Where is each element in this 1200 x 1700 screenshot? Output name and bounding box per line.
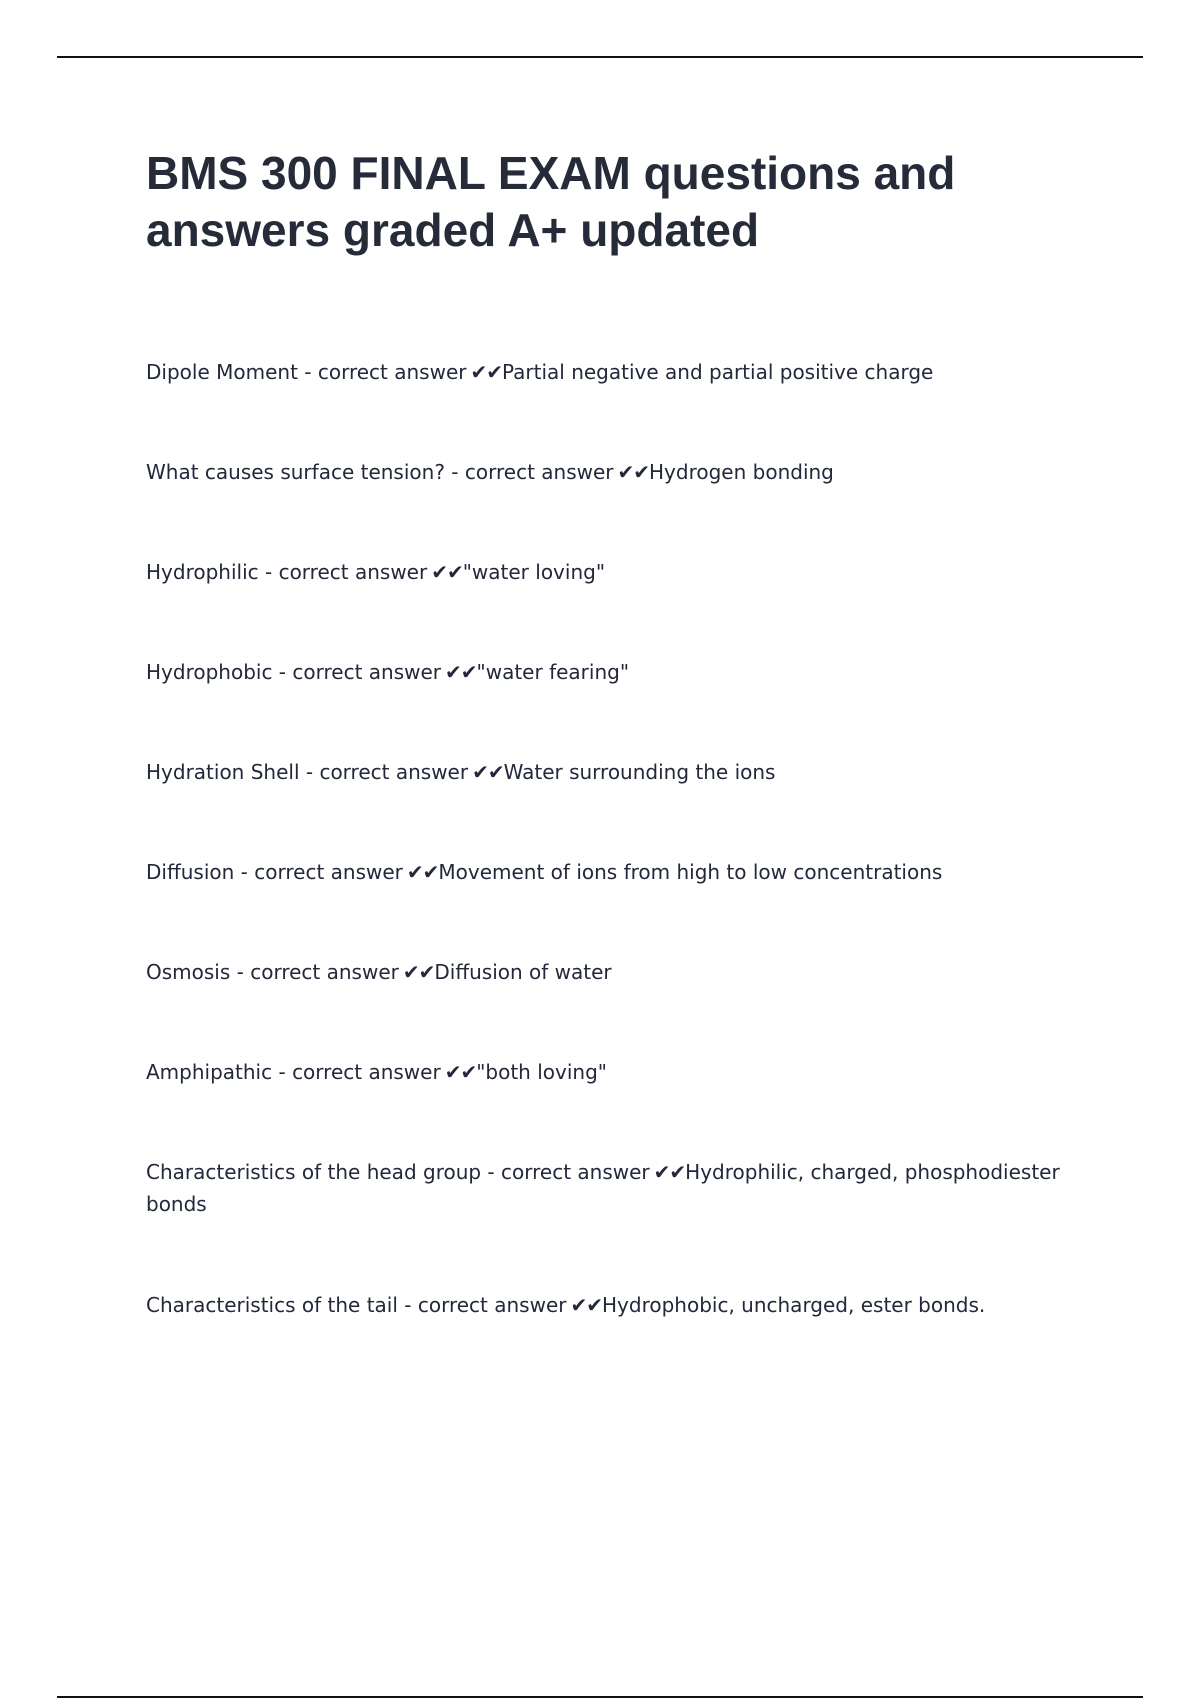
qa-term: Characteristics of the tail xyxy=(146,1293,398,1317)
answer-marker: correct answer xyxy=(292,1060,441,1084)
qa-term: Hydrophilic xyxy=(146,560,259,584)
answer-marker: correct answer xyxy=(501,1160,650,1184)
double-check-icon: ✔✔ xyxy=(470,360,502,384)
bottom-rule xyxy=(57,1696,1143,1698)
double-check-icon: ✔✔ xyxy=(444,1060,477,1084)
top-rule xyxy=(57,56,1143,58)
double-check-icon: ✔✔ xyxy=(570,1293,602,1317)
answer-marker: correct answer xyxy=(292,660,442,684)
qa-answer: Partial negative and partial positive charge xyxy=(501,360,934,384)
qa-list xyxy=(146,356,1076,1389)
qa-term: Hydrophobic xyxy=(146,660,273,684)
answer-marker: correct answer xyxy=(319,760,469,784)
qa-answer: Hydrogen bonding xyxy=(649,460,834,484)
answer-marker: correct answer xyxy=(464,460,614,484)
answer-marker: correct answer xyxy=(250,960,399,984)
double-check-icon: ✔✔ xyxy=(406,860,439,884)
answer-marker: correct answer xyxy=(278,560,428,584)
qa-item: Osmosis - correct answer ✔✔Diffusion of water xyxy=(146,956,1076,1056)
qa-answer: "both loving" xyxy=(476,1060,607,1084)
qa-item: Amphipathic - correct answer ✔✔"both loving" xyxy=(146,1056,1076,1156)
qa-item: Hydration Shell - correct answer ✔✔Water surrounding the ions xyxy=(146,756,1076,856)
qa-term: Hydration Shell xyxy=(146,760,300,784)
qa-answer: Movement of ions from high to low concentrations xyxy=(438,860,943,884)
qa-item: Characteristics of the head group - correct answer ✔✔Hydrophilic, charged, phosphodiester bonds xyxy=(146,1156,1076,1289)
qa-item: What causes surface tension? - correct answer ✔✔Hydrogen bonding xyxy=(146,456,1076,556)
double-check-icon: ✔✔ xyxy=(653,1160,686,1184)
qa-term: Characteristics of the head group xyxy=(146,1160,482,1184)
qa-answer: Diffusion of water xyxy=(434,960,612,984)
qa-answer: Water surrounding the ions xyxy=(503,760,776,784)
qa-answer: Hydrophobic, uncharged, ester bonds. xyxy=(602,1293,986,1317)
answer-marker: correct answer xyxy=(417,1293,567,1317)
double-check-icon: ✔✔ xyxy=(445,660,477,684)
answer-marker: correct answer xyxy=(254,860,403,884)
qa-term: Dipole Moment xyxy=(146,360,298,384)
qa-item: Diffusion - correct answer ✔✔Movement of ions from high to low concentrations xyxy=(146,856,1076,956)
qa-item: Hydrophobic - correct answer ✔✔"water fearing" xyxy=(146,656,1076,756)
double-check-icon: ✔✔ xyxy=(617,460,650,484)
qa-answer: Hydrophilic, charged, phosphodiester bonds xyxy=(146,1160,1060,1216)
qa-answer: "water loving" xyxy=(462,560,606,584)
page-title: BMS 300 FINAL EXAM questions and answers graded A+ updated xyxy=(146,147,956,256)
qa-term: Osmosis xyxy=(146,960,231,984)
double-check-icon: ✔✔ xyxy=(431,560,463,584)
qa-item: Characteristics of the tail - correct answer ✔✔Hydrophobic, uncharged, ester bonds. xyxy=(146,1289,1076,1389)
double-check-icon: ✔✔ xyxy=(472,760,504,784)
qa-term: Amphipathic xyxy=(146,1060,273,1084)
qa-term: Diffusion xyxy=(146,860,235,884)
qa-answer: "water fearing" xyxy=(476,660,630,684)
answer-marker: correct answer xyxy=(317,360,467,384)
double-check-icon: ✔✔ xyxy=(402,960,435,984)
qa-item: Hydrophilic - correct answer ✔✔"water loving" xyxy=(146,556,1076,656)
qa-term: What causes surface tension? xyxy=(146,460,445,484)
qa-item: Dipole Moment - correct answer ✔✔Partial negative and partial positive charge xyxy=(146,356,1076,456)
